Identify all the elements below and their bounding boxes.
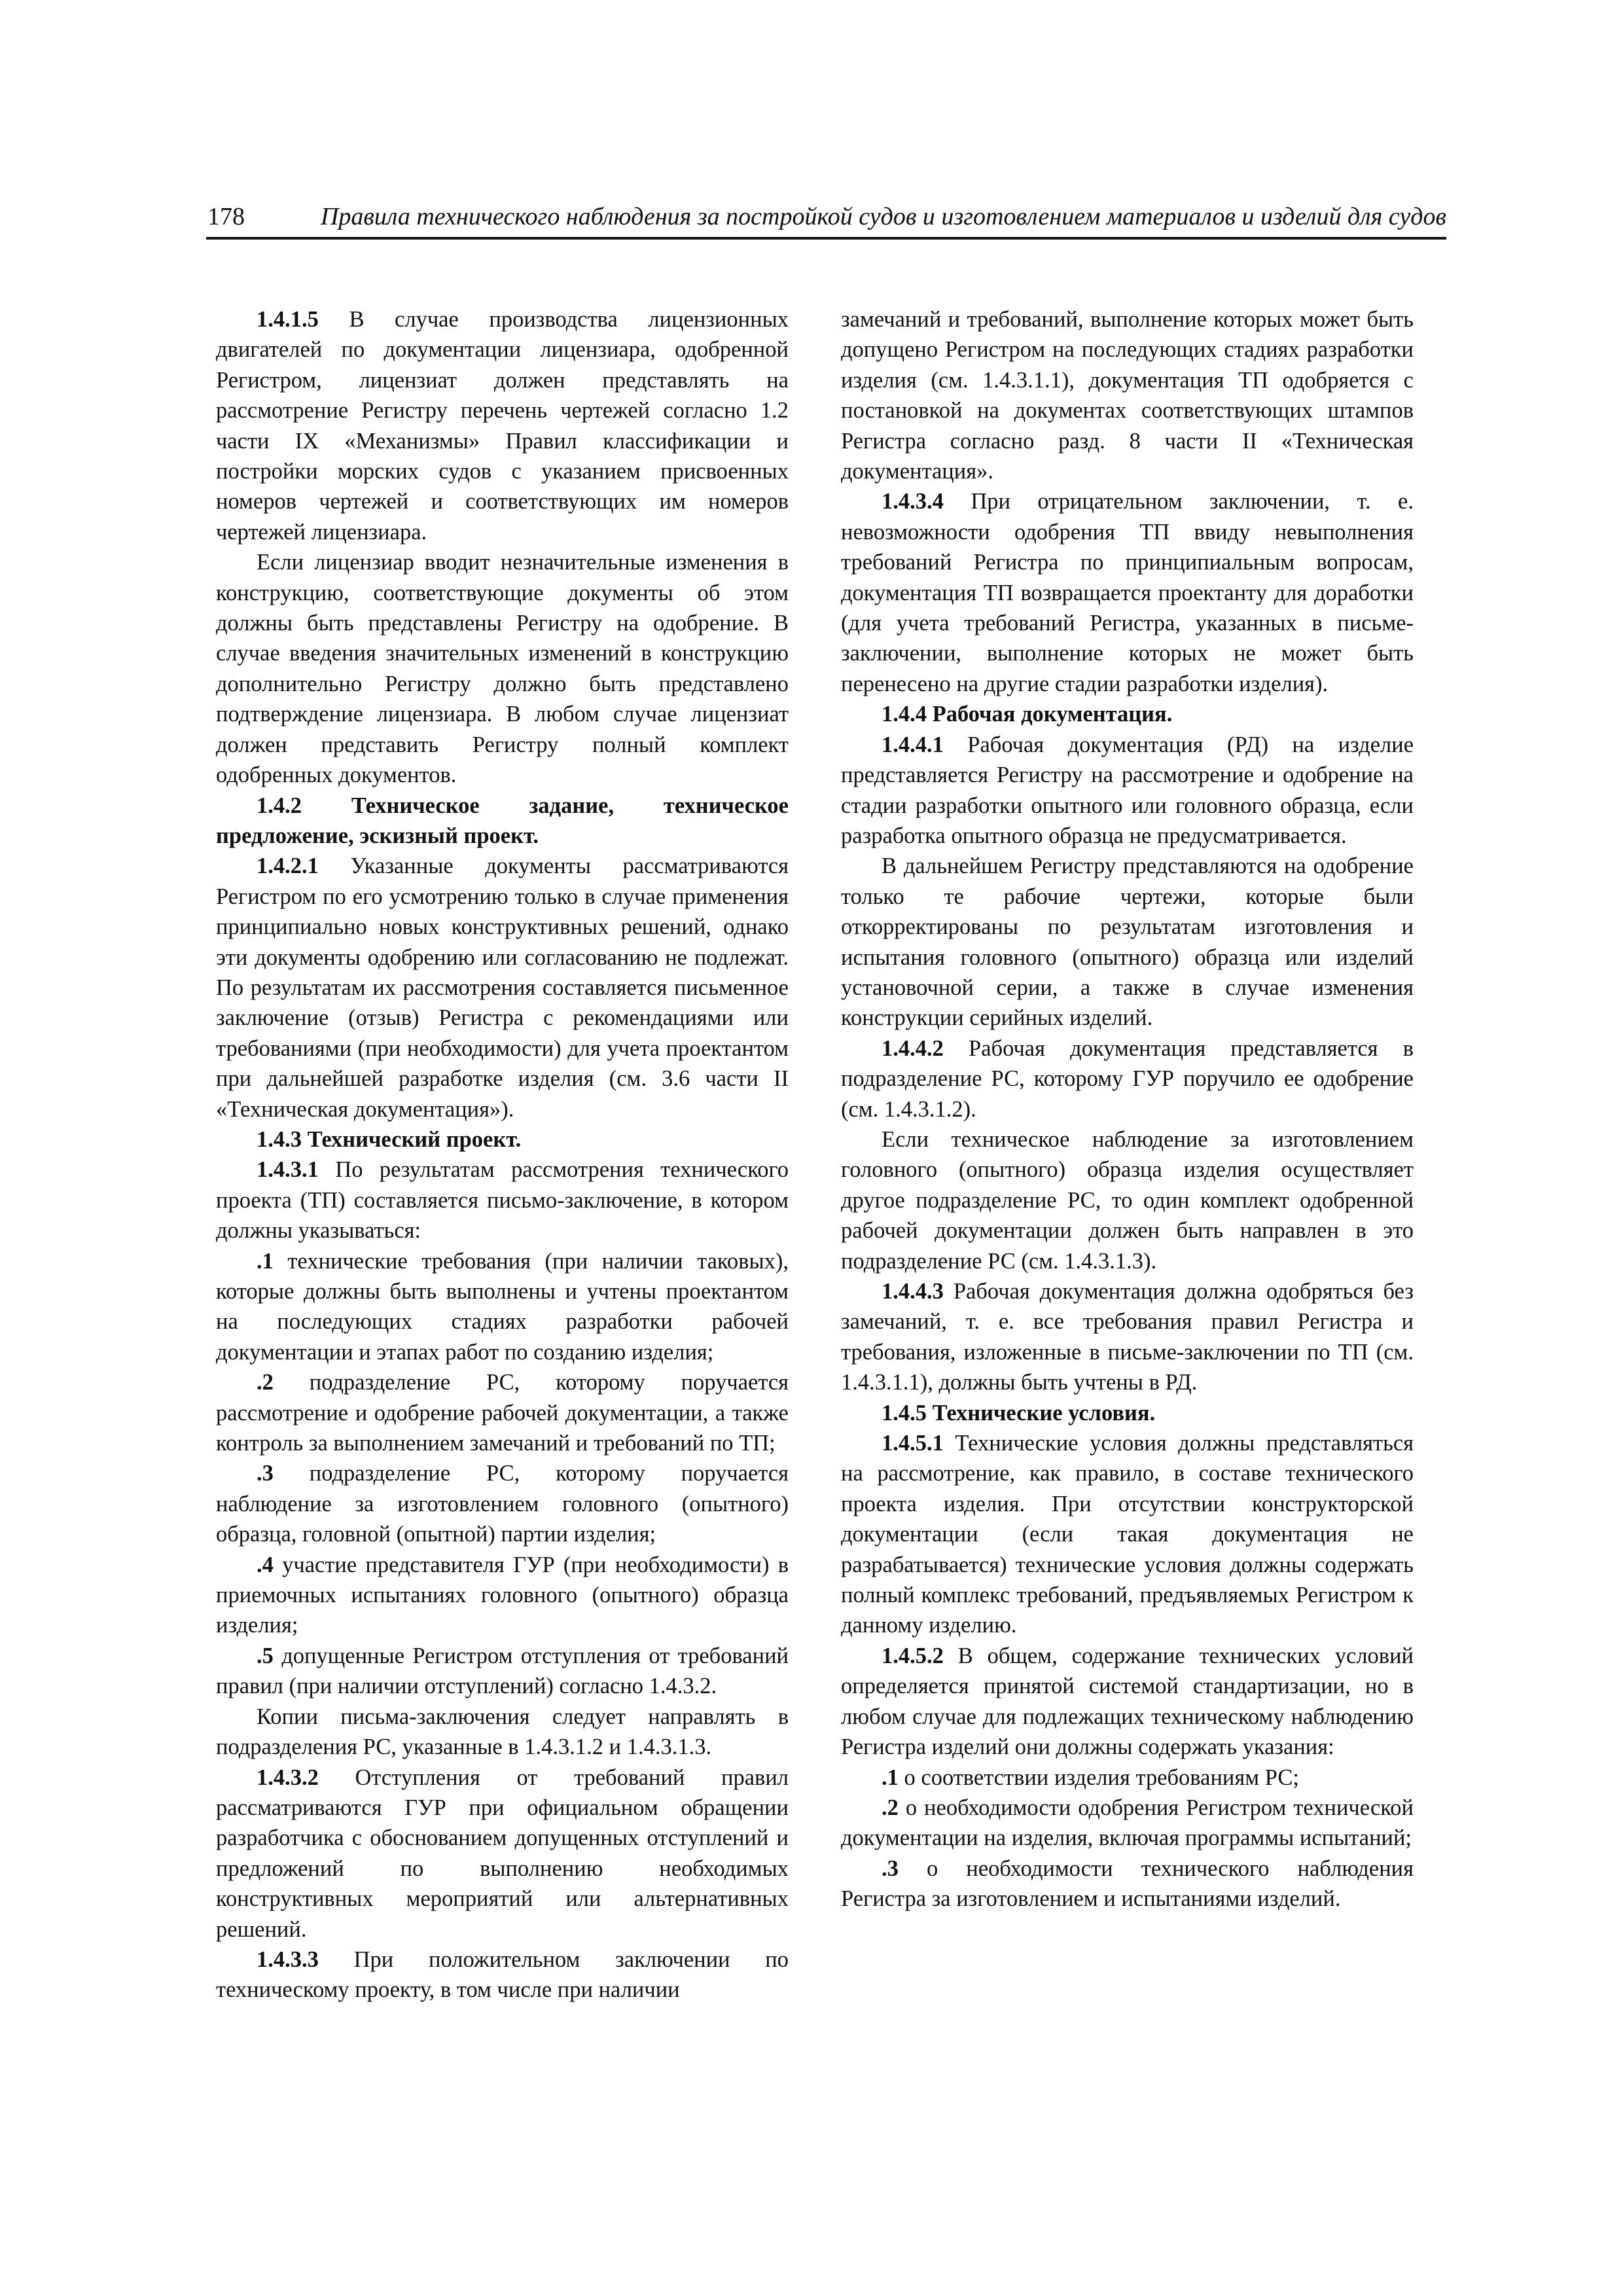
paragraph-text: При отрицательном заключении, т. е. невозможности одобрения ТП ввиду невыполнения требований Регистра по принципиальным вопросам, документация ТП возвращается проектанту для доработки (для учета требований Регистра, указанных в письме-заключении, выполнение которых не может быть перенесено на другие стадии разработки изделия). — [841, 489, 1414, 696]
section-heading: 1.4.2 Техническое задание, техническое предложение, эскизный проект. — [216, 793, 789, 848]
clause-number: .3 — [257, 1461, 274, 1486]
paragraph-text: о необходимости одобрения Регистром технической документации на изделия, включая программы испытаний; — [841, 1795, 1414, 1851]
clause-number: 1.4.4.3 — [882, 1279, 944, 1304]
paragraph-text: технические требования (при наличии таковых), которые должны быть выполнены и учтены проектантом на последующих стадиях разработки рабочей документации и этапах работ по созданию изделия; — [216, 1248, 789, 1365]
paragraph — [216, 1458, 789, 1549]
paragraph-text: подразделение РС, которому поручается рассмотрение и одобрение рабочей документации, а также контроль за выполнением замечаний и требований по ТП; — [216, 1370, 789, 1456]
paragraph — [841, 304, 1414, 486]
clause-number: .2 — [257, 1370, 274, 1395]
paragraph — [216, 1367, 789, 1458]
paragraph-text: о соответствии изделия требованиям РС; — [904, 1765, 1299, 1790]
paragraph-text: участие представителя ГУР (при необходимости) в приемочных испытаниях головного (опытного) образца изделия; — [216, 1552, 789, 1638]
paragraph — [216, 851, 789, 1124]
paragraph-text: допущенные Регистром отступления от требований правил (при наличии отступлений) согласно 1.4.3.2. — [216, 1643, 789, 1699]
clause-number: .1 — [257, 1248, 274, 1274]
paragraph-text: По результатам рассмотрения технического проекта (ТП) составляется письмо-заключение, в котором должны указываться: — [216, 1157, 789, 1244]
clause-number: 1.4.3.2 — [257, 1765, 319, 1790]
paragraph-text: Рабочая документация представляется в подразделение РС, которому ГУР поручило ее одобрение (см. 1.4.3.1.2). — [841, 1035, 1414, 1122]
paragraph — [216, 1550, 789, 1641]
clause-number: 1.4.4.1 — [882, 732, 944, 757]
clause-number: .1 — [882, 1765, 899, 1790]
clause-number: 1.4.5.1 — [882, 1431, 944, 1456]
right-column — [841, 304, 1414, 1914]
paragraph — [216, 304, 789, 547]
paragraph-text: Если техническое наблюдение за изготовлением головного (опытного) образца изделия осуществляет другое подразделение РС, то один комплект одобренной рабочей документации должен быть направлен в это подразделение РС (см. 1.4.3.1.3). — [841, 1126, 1414, 1274]
paragraph — [216, 1155, 789, 1246]
clause-number: 1.4.4.2 — [882, 1035, 944, 1061]
clause-number: 1.4.3.3 — [257, 1946, 319, 1972]
paragraph-text: замечаний и требований, выполнение которых может быть допущено Регистром на последующих стадиях разработки изделия (см. 1.4.3.1.1), документация ТП одобряется с постановкой на документах соответствующих штампов Регистра согласно разд. 8 части II «Техническая документация». — [841, 307, 1414, 484]
paragraph — [841, 486, 1414, 699]
paragraph — [216, 1945, 789, 2005]
paragraph — [841, 730, 1414, 852]
paragraph — [841, 851, 1414, 1033]
paragraph-text: Копии письма-заключения следует направлять в подразделения РС, указанные в 1.4.3.1.2 и 1.4.3.1.3. — [216, 1704, 789, 1760]
paragraph-text: В дальнейшем Регистру представляются на одобрение только те рабочие чертежи, которые были откорректированы по результатам изготовления и испытания головного (опытного) образца или изделий установочной серии, а также в случае изменения конструкции серийных изделий. — [841, 853, 1414, 1031]
paragraph-text: Рабочая документация (РД) на изделие представляется Регистру на рассмотрение и одобрение на стадии разработки опытного или головного образца, если разработка опытного образца не предусматривается. — [841, 732, 1414, 848]
paragraph — [841, 1763, 1414, 1793]
paragraph-text: При положительном заключении по техническому проекту, в том числе при наличии — [216, 1946, 789, 2003]
paragraph-text: о необходимости технического наблюдения Регистра за изготовлением и испытаниями изделий. — [841, 1856, 1414, 1912]
clause-number: 1.4.5.2 — [882, 1643, 944, 1668]
paragraph-text: Рабочая документация должна одобряться без замечаний, т. е. все требования правил Регистра и требования, изложенные в письме-заключении по ТП (см. 1.4.3.1.1), должны быть учтены в РД. — [841, 1279, 1414, 1395]
paragraph — [841, 1854, 1414, 1914]
paragraph — [216, 1246, 789, 1368]
clause-number: 1.4.1.5 — [257, 307, 319, 332]
page-header — [206, 196, 1446, 240]
paragraph — [841, 1793, 1414, 1854]
clause-number: .4 — [257, 1552, 274, 1577]
paragraph — [841, 1428, 1414, 1641]
clause-number: .5 — [257, 1643, 274, 1668]
paragraph — [216, 1641, 789, 1702]
paragraph-text: Если лицензиар вводит незначительные изменения в конструкцию, соответствующие документы об этом должны быть представлены Регистру на одобрение. В случае введения значительных изменений в конструкцию дополнительно Регистру должно быть представлено подтверждение лицензиара. В любом случае лицензиат должен представить Регистру полный комплект одобренных документов. — [216, 550, 789, 788]
section-heading: 1.4.4 Рабочая документация. — [882, 702, 1173, 727]
paragraph — [841, 1276, 1414, 1398]
paragraph-text: Отступления от требований правил рассматриваются ГУР при официальном обращении разработчика с обоснованием допущенных отступлений и предложений по выполнению необходимых конструктивных мероприятий или альтернативных решений. — [216, 1765, 789, 1942]
paragraph — [841, 1124, 1414, 1276]
paragraph-text: Указанные документы рассматриваются Регистром по его усмотрению только в случае применения принципиально новых конструктивных решений, однако эти документы одобрению или согласованию не подлежат. По результатам их рассмотрения составляется письменное заключение (отзыв) Регистра с рекомендациями или требованиями (при необходимости) для учета проектантом при дальнейшей разработке изделия (см. 3.6 части II «Техническая документация»). — [216, 853, 789, 1122]
section-heading: 1.4.3 Технический проект. — [257, 1126, 522, 1152]
paragraph — [216, 1702, 789, 1763]
paragraph-text: подразделение РС, которому поручается наблюдение за изготовлением головного (опытного) образца, головной (опытной) партии изделия; — [216, 1461, 789, 1547]
paragraph — [216, 1763, 789, 1945]
clause-number: 1.4.3.4 — [882, 489, 944, 514]
paragraph-text: В случае производства лицензионных двигателей по документации лицензиара, одобренной Регистром, лицензиат должен представлять на рассмотрение Регистру перечень чертежей согласно 1.2 части IX «Механизмы» Правил классификации и постройки морских судов с указанием присвоенных номеров чертежей и соответствующих им номеров чертежей лицензиара. — [216, 307, 789, 545]
paragraph-text: Технические условия должны представляться на рассмотрение, как правило, в составе технического проекта изделия. При отсутствии конструкторской документации (если такая документация не разрабатывается) технические условия должны содержать полный комплекс требований, предъявляемых Регистром к данному изделию. — [841, 1431, 1414, 1638]
page-number: 178 — [207, 203, 245, 230]
paragraph — [841, 1641, 1414, 1763]
running-title: Правила технического наблюдения за постройкой судов и изготовлением материалов и изделий для судов — [320, 203, 1446, 230]
clause-number: .3 — [882, 1856, 899, 1881]
paragraph — [841, 1033, 1414, 1124]
paragraph — [216, 547, 789, 790]
clause-number: 1.4.3.1 — [257, 1157, 319, 1183]
section-heading: 1.4.5 Технические условия. — [882, 1400, 1156, 1426]
clause-number: 1.4.2.1 — [257, 853, 319, 879]
paragraph-text: В общем, содержание технических условий определяется принятой системой стандартизации, но в любом случае для подлежащих техническому наблюдению Регистра изделий они должны содержать указания: — [841, 1643, 1414, 1760]
left-column — [216, 304, 789, 2005]
clause-number: .2 — [882, 1795, 899, 1820]
